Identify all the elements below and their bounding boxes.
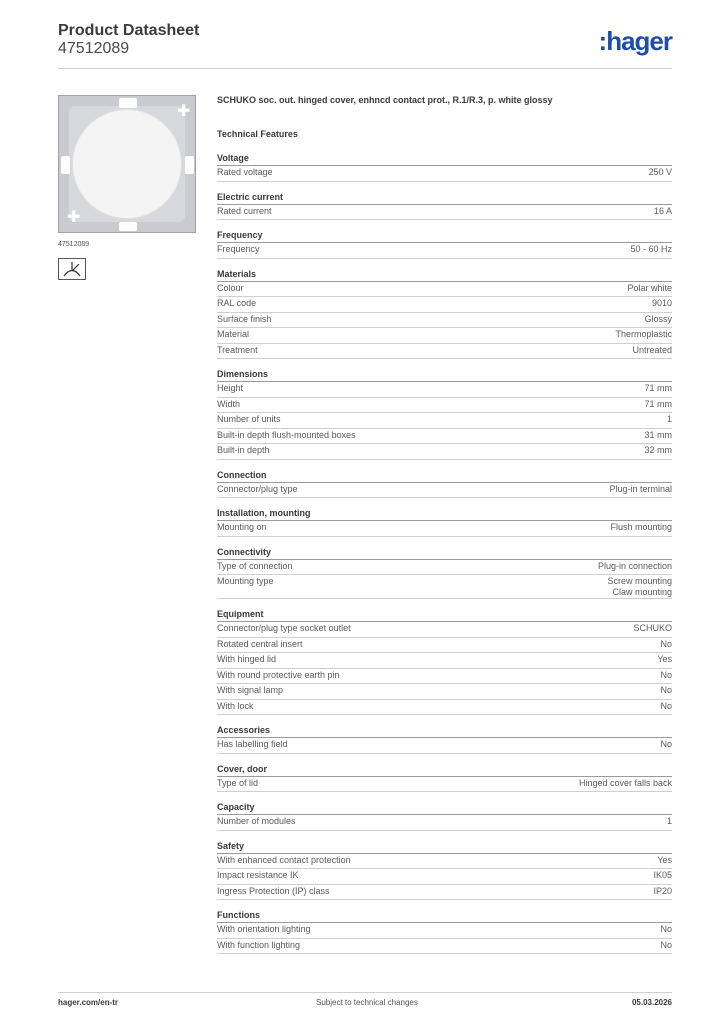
product-image-column (58, 95, 198, 280)
feature-value: Yes (657, 854, 672, 865)
feature-row (217, 382, 672, 398)
feature-section (217, 192, 672, 221)
feature-row (217, 815, 672, 831)
feature-label: Rotated central insert (217, 638, 303, 649)
screw-cross-icon: ✚ (177, 103, 191, 120)
features-table (217, 153, 672, 954)
feature-value: 9010 (651, 298, 672, 308)
feature-row (217, 700, 672, 716)
feature-label: Mounting type (217, 576, 274, 586)
feature-value: Untreated (632, 344, 672, 355)
top-notch (119, 98, 137, 108)
feature-row (217, 398, 672, 414)
feature-label: Frequency (217, 244, 260, 254)
feature-label: With signal lamp (217, 685, 284, 695)
feature-value: 16 A (653, 205, 672, 216)
feature-value: Plug-in terminal (609, 483, 672, 494)
feature-row (217, 939, 672, 955)
hinged-cover-pictogram-icon (58, 258, 86, 280)
feature-value: 250 V (648, 167, 672, 177)
hager-logo: :hager (598, 26, 672, 56)
section-title: Cover, door (217, 764, 672, 777)
feature-label: With orientation lighting (217, 924, 311, 934)
feature-row (217, 854, 672, 870)
feature-row (217, 413, 672, 429)
feature-label: With function lighting (217, 939, 301, 950)
document-title: Product Datasheet (58, 22, 200, 39)
feature-section (217, 725, 672, 754)
footer-website-link[interactable]: hager.com/en-tr (58, 998, 119, 1007)
screw-cross-icon: ✚ (67, 209, 81, 226)
section-title: Electric current (217, 192, 672, 205)
feature-value: 71 mm (644, 383, 672, 393)
feature-value: 32 mm (644, 445, 672, 455)
section-title: Functions (217, 910, 672, 923)
section-title: Safety (217, 841, 672, 854)
feature-row (217, 243, 672, 259)
left-notch (61, 156, 70, 174)
feature-section (217, 910, 672, 954)
feature-section (217, 609, 672, 715)
feature-section (217, 470, 672, 499)
feature-section (217, 841, 672, 901)
feature-value: Screw mounting Claw mounting (607, 576, 672, 597)
feature-row (217, 328, 672, 344)
feature-value: 1 (666, 816, 672, 826)
feature-value: 71 mm (644, 398, 672, 409)
feature-section (217, 230, 672, 259)
feature-row (217, 669, 672, 685)
feature-label: Type of lid (217, 777, 259, 788)
section-title: Equipment (217, 609, 672, 622)
feature-row (217, 205, 672, 221)
feature-row (217, 313, 672, 329)
feature-section (217, 369, 672, 460)
feature-row (217, 483, 672, 499)
feature-value: SCHUKO (633, 623, 672, 633)
image-caption: 47512089 (58, 241, 90, 248)
feature-section (217, 269, 672, 360)
feature-row (217, 684, 672, 700)
feature-row (217, 297, 672, 313)
socket-outlet-image (58, 95, 196, 233)
feature-row (217, 560, 672, 576)
section-title: Voltage (217, 153, 672, 166)
feature-value: Plug-in connection (597, 560, 672, 571)
feature-row (217, 282, 672, 298)
feature-label: Height (217, 383, 244, 393)
feature-value: IP20 (653, 885, 672, 896)
feature-row (217, 653, 672, 669)
feature-row (217, 885, 672, 901)
feature-label: With round protective earth pin (217, 669, 340, 680)
feature-value: Polar white (627, 282, 672, 293)
feature-label: Built-in depth (217, 445, 270, 455)
feature-label: With enhanced contact protection (217, 854, 351, 865)
feature-label: Built-in depth flush-mounted boxes (217, 429, 356, 440)
feature-label: Connector/plug type (217, 483, 298, 494)
feature-section (217, 764, 672, 793)
section-title: Accessories (217, 725, 672, 738)
section-title: Connectivity (217, 547, 672, 560)
feature-label: Ingress Protection (IP) class (217, 885, 330, 896)
feature-value: Flush mounting (610, 522, 672, 532)
feature-row (217, 575, 672, 599)
section-title: Dimensions (217, 369, 672, 382)
feature-row (217, 923, 672, 939)
feature-value: 31 mm (644, 429, 672, 440)
feature-label: With lock (217, 700, 254, 711)
feature-label: Rated voltage (217, 167, 273, 177)
feature-section (217, 802, 672, 831)
feature-value: No (660, 638, 672, 649)
feature-row (217, 638, 672, 654)
feature-label: Surface finish (217, 313, 272, 324)
feature-value: No (660, 739, 672, 749)
feature-value: Thermoplastic (615, 329, 672, 339)
feature-value: No (660, 939, 672, 950)
feature-label: Number of units (217, 414, 281, 424)
section-title: Connection (217, 470, 672, 483)
feature-row (217, 777, 672, 793)
feature-value: No (660, 700, 672, 711)
feature-label: Colour (217, 282, 244, 293)
feature-label: Material (217, 329, 250, 339)
document-number: 47512089 (58, 40, 130, 57)
right-notch (185, 156, 194, 174)
bottom-notch (119, 222, 137, 231)
feature-value: 1 (666, 414, 672, 424)
feature-row (217, 869, 672, 885)
page-header (58, 20, 672, 70)
feature-row (217, 429, 672, 445)
feature-label: With hinged lid (217, 654, 277, 664)
feature-row (217, 166, 672, 182)
feature-section (217, 508, 672, 537)
feature-label: Treatment (217, 344, 258, 355)
section-title: Capacity (217, 802, 672, 815)
section-title: Frequency (217, 230, 672, 243)
feature-label: Rated current (217, 205, 272, 216)
header-divider (58, 68, 672, 69)
feature-row (217, 738, 672, 754)
feature-value: No (660, 685, 672, 695)
feature-row (217, 444, 672, 460)
feature-value: No (660, 669, 672, 680)
features-heading: Technical Features (217, 129, 298, 139)
feature-row (217, 622, 672, 638)
footer-disclaimer: Subject to technical changes (316, 998, 418, 1007)
feature-label: Connector/plug type socket outlet (217, 623, 351, 633)
footer-date: 05.03.2026 (631, 998, 672, 1007)
feature-label: RAL code (217, 298, 257, 308)
central-plate (73, 110, 181, 218)
feature-label: Type of connection (217, 560, 293, 571)
product-description: SCHUKO soc. out. hinged cover, enhncd contact prot., R.1/R.3, p. white glossy (217, 95, 553, 105)
feature-section (217, 547, 672, 600)
feature-label: Number of modules (217, 816, 296, 826)
feature-label: Width (217, 398, 241, 409)
feature-value: 50 - 60 Hz (630, 244, 672, 254)
technical-features-column (217, 95, 672, 964)
feature-row (217, 521, 672, 537)
feature-label: Mounting on (217, 522, 267, 532)
feature-value: IK05 (653, 870, 672, 880)
feature-value: Yes (657, 654, 672, 664)
feature-value: Hinged cover falls back (578, 777, 672, 788)
section-title: Materials (217, 269, 672, 282)
feature-row (217, 344, 672, 360)
feature-value: Glossy (644, 313, 672, 324)
feature-label: Has labelling field (217, 739, 288, 749)
footer-divider (58, 992, 672, 993)
feature-section (217, 153, 672, 182)
feature-value: No (660, 924, 672, 934)
feature-label: Impact resistance IK (217, 870, 299, 880)
section-title: Installation, mounting (217, 508, 672, 521)
